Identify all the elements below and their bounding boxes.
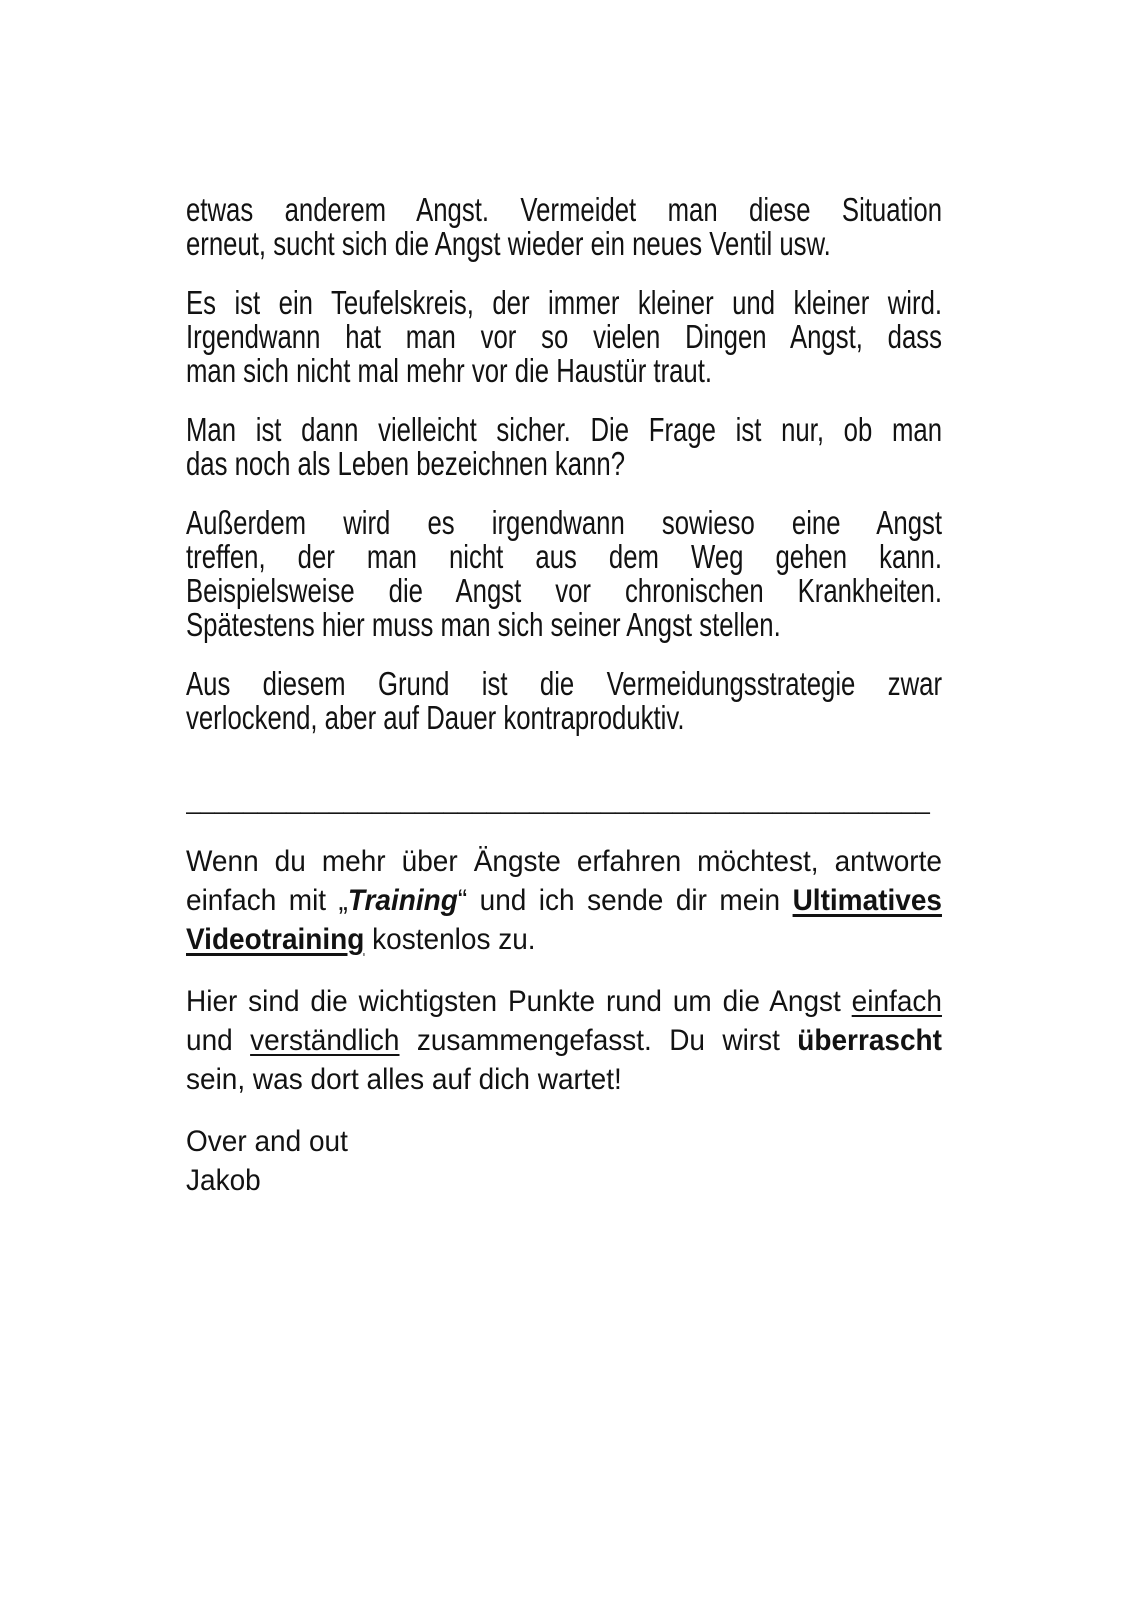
text-line: Wenn du mehr über Ängste erfahren möchtest, antworte (186, 845, 942, 878)
emphasis-training: Training (347, 884, 458, 917)
text-line: man sich nicht mal mehr vor die Haustür traut. (186, 352, 713, 389)
emphasis-videotraining: Videotraining (186, 923, 365, 956)
text-segment: und (186, 1024, 251, 1057)
text-line (186, 982, 942, 1021)
signature-name: Jakob (186, 1164, 261, 1197)
paragraph-4 (186, 506, 942, 642)
text-line: Man ist dann vielleicht sicher. Die Frage ist nur, ob man (186, 411, 943, 448)
text-segment: kostenlos zu. (364, 923, 536, 956)
text-segment: “ und ich sende dir mein (457, 884, 793, 917)
text-line: Irgendwann hat man vor so vielen Dingen Angst, dass (186, 318, 943, 355)
emphasis-ultimatives: Ultimatives (792, 884, 942, 917)
text-line: das noch als Leben bezeichnen kann? (186, 445, 626, 482)
bold-ueberrascht: überrascht (797, 1024, 942, 1057)
paragraph-1 (186, 193, 942, 261)
text-segment: Hier sind die wichtigsten Punkte rund um die Angst (186, 985, 852, 1018)
text-line: erneut, sucht sich die Angst wieder ein neues Ventil usw. (186, 225, 831, 262)
horizontal-rule: ____________________________________________________ (186, 780, 930, 814)
text-line (186, 920, 942, 959)
paragraph-7 (186, 982, 942, 1099)
text-line (186, 881, 942, 920)
paragraph-2 (186, 286, 942, 388)
paragraph-3 (186, 413, 942, 481)
text-line: Aus diesem Grund ist die Vermeidungsstrategie zwar (186, 665, 943, 702)
signoff-line: Over and out (186, 1125, 348, 1158)
underline-verstaendlich: verständlich (250, 1024, 400, 1057)
text-segment: einfach mit „ (186, 884, 348, 917)
text-line: Beispielsweise die Angst vor chronischen Krankheiten. (186, 572, 943, 609)
paragraph-5 (186, 667, 942, 735)
text-line: etwas anderem Angst. Vermeidet man diese Situation (186, 191, 943, 228)
text-line: verlockend, aber auf Dauer kontraproduktiv. (186, 699, 685, 736)
underline-einfach: einfach (851, 985, 942, 1018)
body-text-regular-section (186, 842, 942, 1200)
text-column (186, 0, 942, 1223)
text-line: Spätestens hier muss man sich seiner Angst stellen. (186, 606, 781, 643)
text-line: Es ist ein Teufelskreis, der immer kleiner und kleiner wird. (186, 284, 943, 321)
text-line: Außerdem wird es irgendwann sowieso eine Angst (186, 504, 943, 541)
text-line (186, 1021, 942, 1060)
paragraph-signoff (186, 1122, 942, 1200)
body-text-condensed-section (186, 0, 942, 814)
text-segment: zusammengefasst. Du wirst (399, 1024, 798, 1057)
paragraph-6 (186, 842, 942, 959)
text-line: sein, was dort alles auf dich wartet! (186, 1063, 622, 1096)
text-line: treffen, der man nicht aus dem Weg gehen kann. (186, 538, 943, 575)
